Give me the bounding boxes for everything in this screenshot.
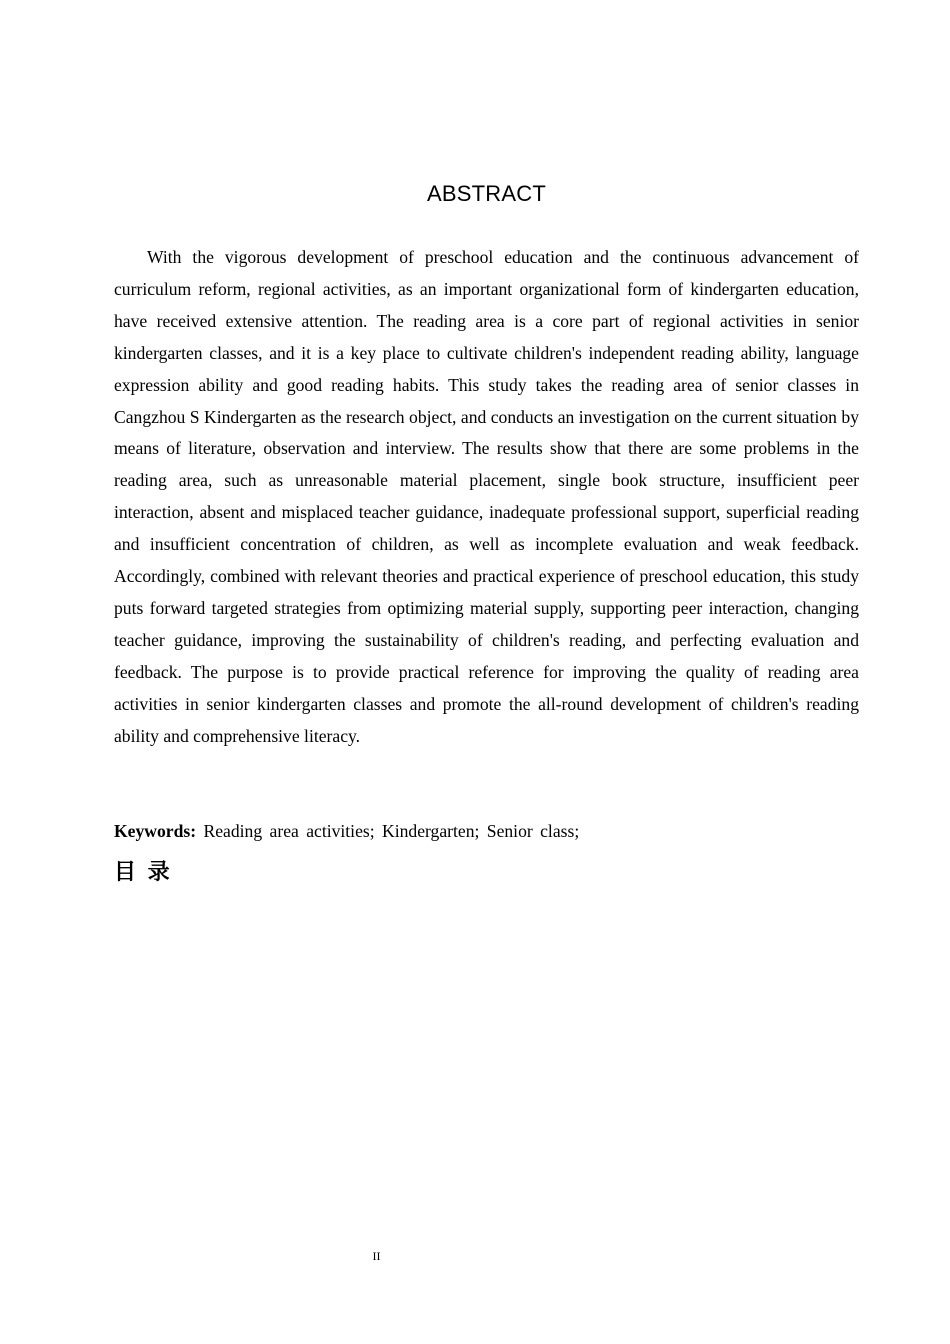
table-of-contents-heading: 目 录 — [114, 860, 172, 885]
abstract-title: ABSTRACT — [427, 181, 546, 206]
page-number: II — [372, 1249, 381, 1263]
keywords-value: Reading area activities; Kindergarten; Senior class; — [203, 821, 580, 841]
keywords-label: Keywords: — [114, 821, 197, 841]
abstract-body: With the vigorous development of preschool education and the continuous advancement of curriculum reform, regional activities, as an important organizational form of kindergarten education, have received extensive attention. The reading area is a core part of regional activities in senior kindergarten classes, and it is a key place to cultivate children's independent reading ability, language expression ability and good reading habits. This study takes the reading area of senior classes in Cangzhou S Kindergarten as the research object, and conducts an investigation on the current situation by means of literature, observation and interview. The results show that there are some problems in the reading area, such as unreasonable material placement, single book structure, insufficient peer interaction, absent and misplaced teacher guidance, inadequate professional support, superficial reading and insufficient concentration of children, as well as incomplete evaluation and weak feedback. Accordingly, combined with relevant theories and practical experience of preschool education, this study puts forward targeted strategies from optimizing material supply, supporting peer interaction, changing teacher guidance, improving the sustainability of children's reading, and perfecting evaluation and feedback. The purpose is to provide practical reference for improving the quality of reading area activities in senior kindergarten classes and promote the all-round development of children's reading ability and comprehensive literacy. — [114, 247, 859, 746]
keywords-line — [114, 816, 859, 848]
